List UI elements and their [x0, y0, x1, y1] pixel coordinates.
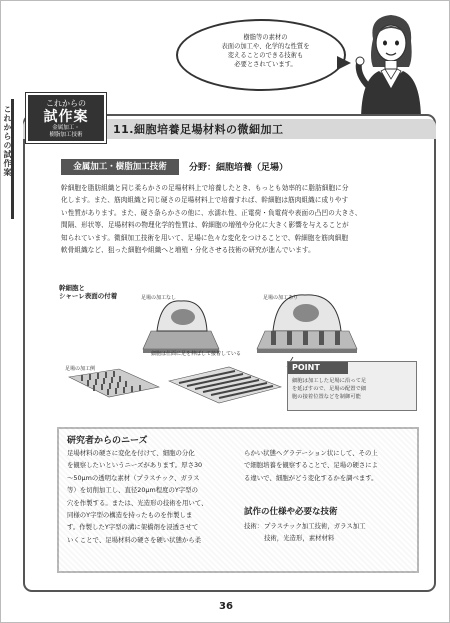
technology-tag: 金属加工・樹脂加工技術: [61, 159, 179, 175]
page-number: 36: [219, 601, 233, 612]
figure-title-line: 幹細胞と: [59, 284, 85, 292]
point-body: [292, 377, 414, 401]
figure-title-line: シャーレ表面の付着: [59, 292, 118, 300]
side-tab-label: これからの試作案: [3, 105, 12, 177]
speech-bubble: [176, 19, 346, 91]
intro-line: い性質があります。また、硬さ条らかさの他に、水濡れ性、正電荷・負電荷や表面の凸凹の大きさ、: [61, 208, 362, 217]
badge-sub: 金属加工・: [52, 125, 80, 131]
spec-key: 技術：: [244, 522, 264, 530]
bubble-line: 表面の加工や、化学的な性質を: [221, 43, 310, 50]
needs-line: で細胞培養を観察することで、足場の硬さによ: [244, 461, 379, 470]
intro-line: 幹細胞を脂肪組織と同じ柔らかさの足場材料上で培養したとき、もっとも効率的に脂肪細胞に分: [61, 184, 349, 192]
cell-no-scaffold-illustration: [143, 301, 219, 353]
needs-line: 足場材料の硬さに変化を付けて、細胞の分化: [67, 449, 195, 457]
label-no-scaffold: 足場の加工なし: [141, 295, 177, 301]
bubble-line: 必要とされています。: [234, 61, 297, 68]
needs-line: す。作製したY字型の溝に架橋剤を浸透させて: [67, 523, 199, 532]
point-callout: [287, 361, 417, 411]
label-scaffold-examples: 足場の加工例: [65, 366, 96, 372]
intro-paragraph: [61, 182, 413, 256]
figure-caption: 細胞は仕面に足を伸ばして接着している: [151, 351, 242, 357]
pillar-array-illustration: [69, 369, 159, 397]
spec-value: プラスチック加工技術，ガラス加工: [264, 522, 366, 530]
spec-title: 試作の仕様や必要な技術: [244, 507, 338, 517]
needs-title: 研究者からのニーズ: [67, 436, 148, 446]
spec-value: 技術，光造形，素材材料: [264, 534, 335, 543]
section-badge: [26, 93, 106, 143]
intro-line: 間隔、形状等、足場材料の物理化学的性質は、幹細胞の増殖や分化に大きく影響を与えることが: [61, 221, 349, 230]
intro-line: 軟骨組織など、狙った細胞や組織へと増殖・分化させる技術の研究が進んでいます。: [61, 246, 315, 255]
badge-sub: 樹脂加工技術: [49, 132, 83, 138]
needs-line: いくことで、足場材料の硬さを硬い状態から柔: [67, 535, 202, 544]
needs-text-left: [67, 447, 237, 546]
spec-text: [244, 520, 414, 545]
presenter-illustration: [351, 9, 431, 121]
badge-title: 試作案: [43, 109, 89, 125]
badge-line: これからの: [46, 99, 86, 108]
point-line: を延ばすので、足場の配置で細: [292, 386, 367, 392]
needs-line: を観察したいというニーズがあります。厚さ30: [67, 461, 203, 470]
needs-line: 同様のY字型の構造を持ったものを作製しま: [67, 511, 193, 520]
label-with-scaffold: 足場の加工あり: [263, 295, 299, 301]
point-heading: POINT: [288, 362, 348, 374]
bubble-tail: [337, 56, 351, 70]
needs-line: 穴を作製する。または、光造形の技術を用いて、: [67, 498, 208, 507]
page-title: 11.細胞培養足場材料の微細加工: [113, 123, 284, 136]
cell-scaffold-illustration: [257, 295, 357, 353]
point-line: 細胞は加工した足場に沿って足: [292, 378, 367, 384]
side-tab: [1, 99, 14, 219]
intro-line: 化します。また、筋肉組織と同じ硬さの足場材料上で培養すれば、幹細胞は筋肉組織に成りやす: [61, 196, 349, 205]
bubble-line: 変えることのできる技術も: [227, 52, 304, 59]
point-line: 胞の接着位置などを制御可能: [292, 394, 361, 400]
needs-line: 〜50μmの透明な素材（プラスチック、ガラス: [67, 473, 200, 482]
needs-line: る違いで、細胞がどう変化するかを調べます。: [244, 473, 378, 482]
needs-line: 等）を切削加工し、直径20μm程度のY字型の: [67, 486, 198, 495]
needs-text-right: [244, 447, 409, 484]
intro-line: 知られています。微細加工技術を用いて、足場に色々な変化をつけることで、幹細胞を筋肉細胞: [61, 233, 349, 242]
bubble-line: 樹脂等の素材の: [243, 34, 288, 41]
needs-line: らかい状態へグラデーション状にして、その上: [244, 449, 378, 457]
bubble-text: [208, 33, 323, 69]
field-label: 分野：細胞培養（足場）: [189, 163, 289, 173]
groove-array-illustration: [169, 367, 281, 403]
